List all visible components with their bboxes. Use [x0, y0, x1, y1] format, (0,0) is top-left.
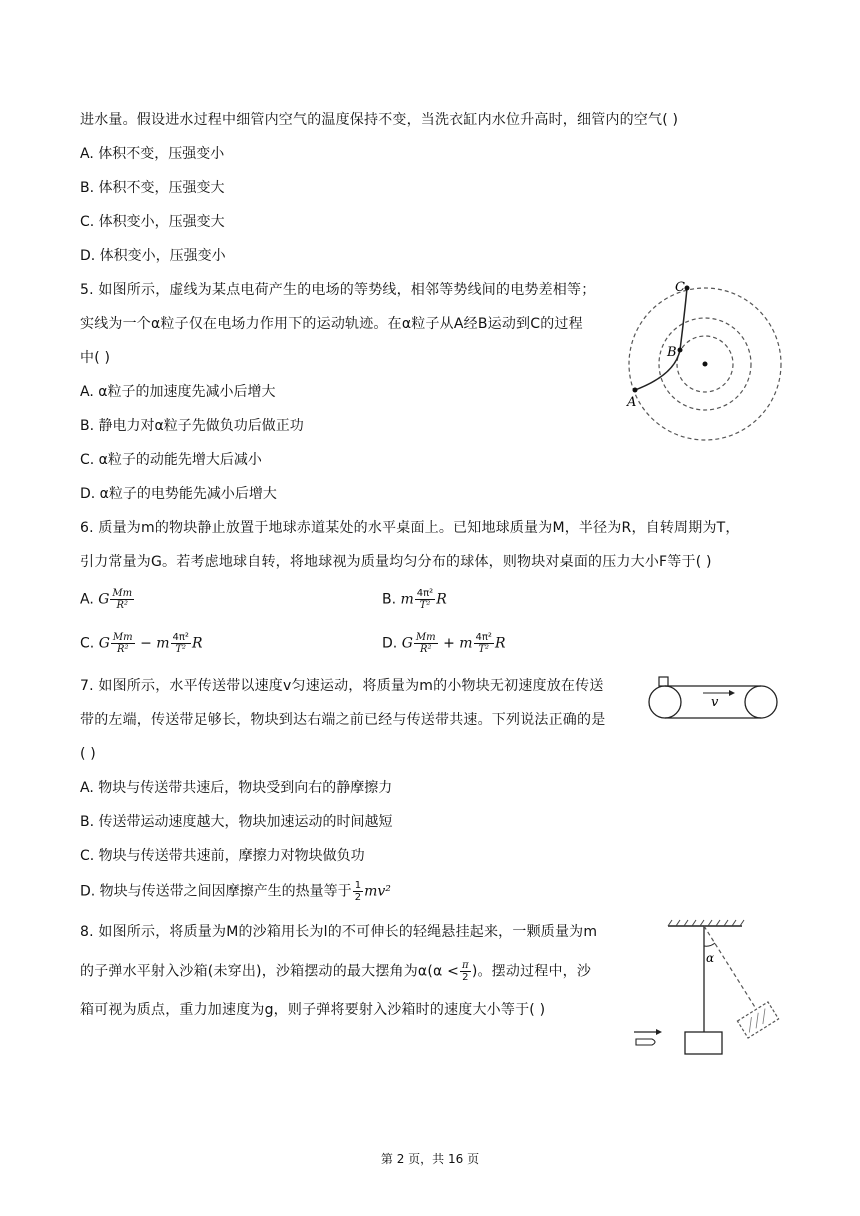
q5-option-d: D. α粒子的电势能先减小后增大	[80, 486, 277, 502]
q4-stem: 进水量。假设进水过程中细管内空气的温度保持不变，当洗衣缸内水位升高时，细管内的空气( )	[80, 112, 679, 128]
q8-stem-line2: 的子弹水平射入沙箱(未穿出)，沙箱摆动的最大摆角为α(α < $\frac{\pi}{2}$ )。摆动过程中，沙	[80, 960, 592, 983]
q6-stem-line2: 引力常量为G。若考虑地球自转，将地球视为质量均匀分布的球体，则物块对桌面的压力大小F等于( )	[80, 554, 712, 570]
q6-option-a: A. G $\frac{Mm}{\text{R²}}$	[80, 588, 133, 611]
q5-label-c: C	[675, 280, 685, 295]
q4-option-a: A. 体积不变，压强变小	[80, 146, 225, 162]
q5-label-a: A	[627, 395, 637, 410]
q5-label-b: B	[667, 345, 677, 360]
q6-stem-line1: 6. 质量为m的物块静止放置于地球赤道某处的水平桌面上。已知地球质量为M，半径为R，自转周期为T，	[80, 520, 740, 536]
q4-option-c: C. 体积变小，压强变大	[80, 214, 225, 230]
q7-option-a: A. 物块与传送带共速后，物块受到向右的静摩擦力	[80, 780, 393, 796]
q7-stem-line2: 带的左端，传送带足够长，物块到达右端之前已经与传送带共速。下列说法正确的是	[80, 712, 606, 728]
q5-option-a: A. α粒子的加速度先减小后增大	[80, 384, 276, 400]
q6-option-b: B. m $\frac{\text{4π²}}{\text{T²}}$ R	[382, 588, 447, 611]
q4-option-b: B. 体积不变，压强变大	[80, 180, 225, 196]
q5-option-b: B. 静电力对α粒子先做负功后做正功	[80, 418, 304, 434]
q8-stem-line1: 8. 如图所示，将质量为M的沙箱用长为l的不可伸长的轻绳悬挂起来，一颗质量为m	[80, 924, 598, 940]
q7-conveyor-figure	[645, 676, 781, 722]
q5-equipotential-figure	[625, 280, 785, 420]
q7-option-b: B. 传送带运动速度越大，物块加速运动的时间越短	[80, 814, 393, 830]
q7-option-d: D. 物块与传送带之间因摩擦产生的热量等于 $\frac{1}{2}$ mv²	[80, 880, 391, 903]
q7-label-v: v	[711, 695, 719, 710]
page-footer: 第 2 页，共 16 页	[380, 1152, 480, 1166]
q5-stem-line1: 5. 如图所示，虚线为某点电荷产生的电场的等势线，相邻等势线间的电势差相等；	[80, 282, 596, 298]
q7-stem-line3: ( )	[80, 746, 96, 762]
q8-pendulum-figure	[630, 920, 782, 1060]
q5-stem-line2: 实线为一个α粒子仅在电场力作用下的运动轨迹。在α粒子从A经B运动到C的过程	[80, 316, 583, 332]
q8-stem-line3: 箱可视为质点，重力加速度为g，则子弹将要射入沙箱时的速度大小等于( )	[80, 1002, 546, 1018]
q5-option-c: C. α粒子的动能先增大后减小	[80, 452, 262, 468]
q4-option-d: D. 体积变小，压强变小	[80, 248, 226, 264]
q8-label-alpha: α	[706, 951, 715, 965]
q7-stem-line1: 7. 如图所示，水平传送带以速度v匀速运动，将质量为m的小物块无初速度放在传送	[80, 678, 604, 694]
q7-option-c: C. 物块与传送带共速前，摩擦力对物块做负功	[80, 848, 365, 864]
q5-stem-line3: 中( )	[80, 350, 111, 366]
q6-option-d: D. G $\frac{Mm}{\text{R²}}$ + m $\frac{\text{4π²}}{\text{T²}}$ R	[382, 632, 506, 655]
q6-option-c: C. G $\frac{Mm}{\text{R²}}$ − m $\frac{\text{4π²}}{\text{T²}}$ R	[80, 632, 203, 655]
